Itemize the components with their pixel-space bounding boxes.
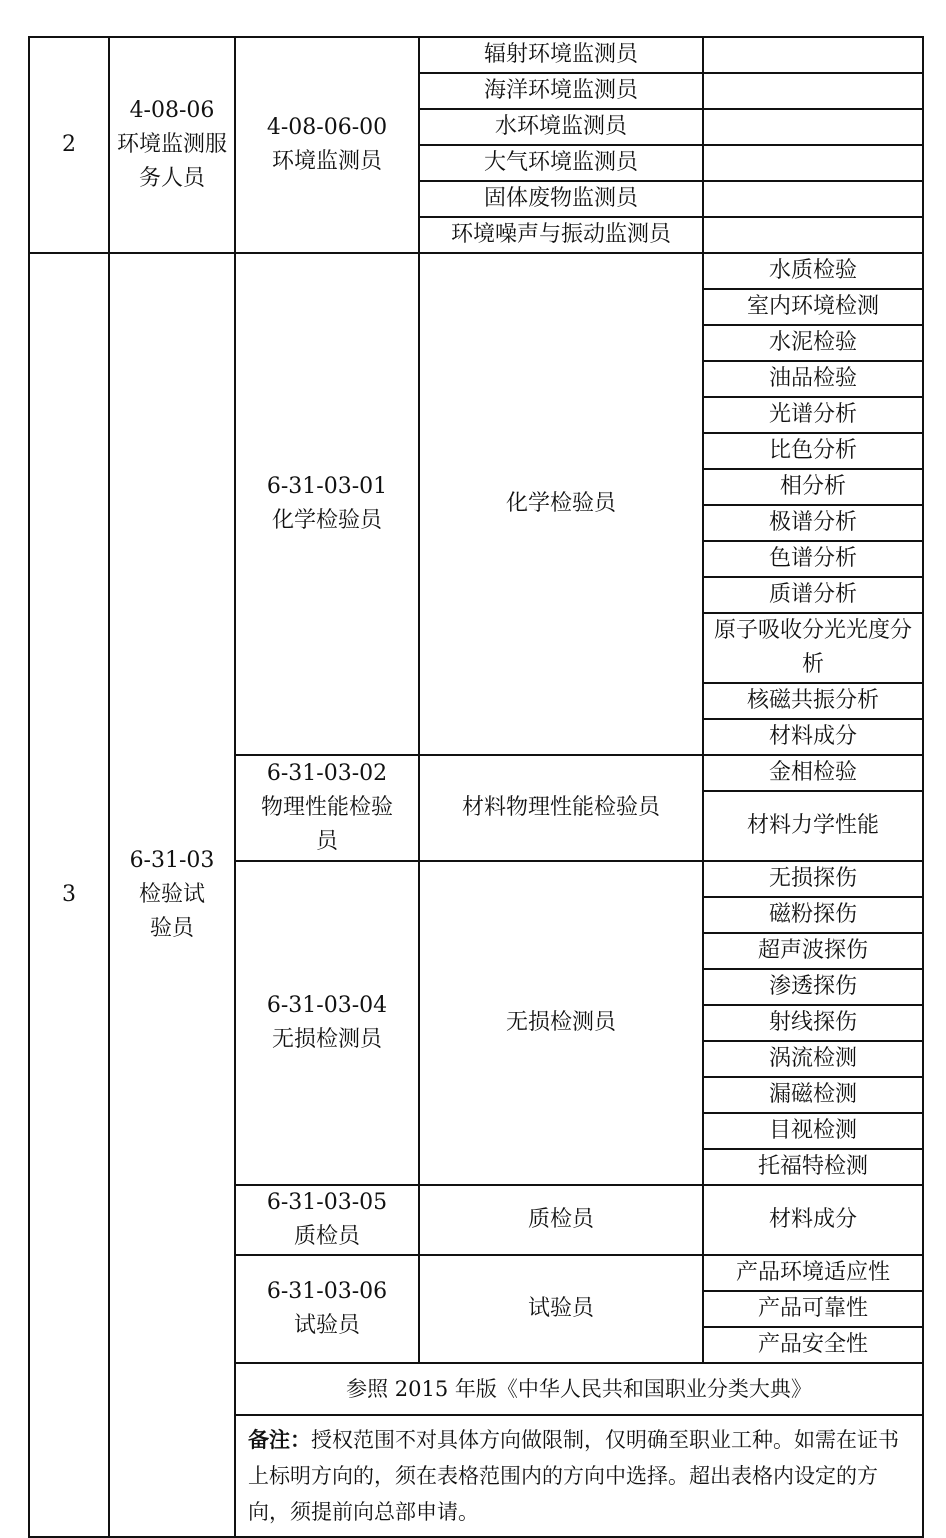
table-row <box>29 37 923 73</box>
direction-cell: 磁粉探伤 <box>703 897 923 933</box>
job-code: 6-31-03-01 <box>266 474 388 499</box>
direction-cell: 超声波探伤 <box>703 933 923 969</box>
direction-cell <box>703 37 923 73</box>
job-code: 6-31-03-04 <box>266 993 388 1018</box>
direction-cell: 色谱分析 <box>703 541 923 577</box>
group-code: 6-31-03 <box>129 848 215 873</box>
job-name: 质检员 <box>293 1224 360 1249</box>
direction-cell: 原子吸收分光光度分析 <box>703 613 923 683</box>
job-name: 化学检验员 <box>271 508 382 533</box>
direction-cell: 产品可靠性 <box>703 1291 923 1327</box>
job-code: 4-08-06-00 <box>266 115 388 140</box>
seq-cell: 3 <box>29 253 109 1537</box>
job-name: 环境监测员 <box>271 149 382 174</box>
type-cell: 水环境监测员 <box>419 109 703 145</box>
type-cell: 质检员 <box>419 1185 703 1255</box>
type-cell: 化学检验员 <box>419 253 703 755</box>
group-code: 4-08-06 <box>129 98 215 123</box>
job-name: 试验员 <box>293 1313 360 1338</box>
note-label: 备注： <box>248 1427 311 1452</box>
direction-cell: 渗透探伤 <box>703 969 923 1005</box>
direction-cell: 材料成分 <box>703 719 923 755</box>
direction-cell: 比色分析 <box>703 433 923 469</box>
type-cell: 试验员 <box>419 1255 703 1363</box>
job-cell <box>235 1255 419 1363</box>
occupation-table-page <box>28 36 924 1538</box>
type-cell: 固体废物监测员 <box>419 181 703 217</box>
job-cell <box>235 253 419 755</box>
group-cell <box>109 37 235 253</box>
job-code: 6-31-03-02 <box>266 761 388 786</box>
direction-cell: 极谱分析 <box>703 505 923 541</box>
direction-cell: 光谱分析 <box>703 397 923 433</box>
direction-cell: 漏磁检测 <box>703 1077 923 1113</box>
group-cell <box>109 253 235 1537</box>
job-cell <box>235 861 419 1185</box>
direction-cell: 产品环境适应性 <box>703 1255 923 1291</box>
reference-cell: 参照 2015 年版《中华人民共和国职业分类大典》 <box>235 1363 923 1415</box>
job-cell <box>235 755 419 861</box>
job-cell <box>235 1185 419 1255</box>
job-name: 无损检测员 <box>271 1027 382 1052</box>
direction-cell: 室内环境检测 <box>703 289 923 325</box>
direction-cell: 产品安全性 <box>703 1327 923 1363</box>
occupation-table <box>28 36 924 1538</box>
job-name-line1: 物理性能检验 <box>260 795 393 820</box>
group-name-line2: 验员 <box>149 916 194 941</box>
direction-cell: 射线探伤 <box>703 1005 923 1041</box>
direction-cell: 目视检测 <box>703 1113 923 1149</box>
type-cell: 辐射环境监测员 <box>419 37 703 73</box>
direction-cell <box>703 73 923 109</box>
direction-cell: 材料成分 <box>703 1185 923 1255</box>
direction-cell: 金相检验 <box>703 755 923 791</box>
direction-cell: 水质检验 <box>703 253 923 289</box>
direction-cell: 无损探伤 <box>703 861 923 897</box>
type-cell: 无损检测员 <box>419 861 703 1185</box>
direction-cell: 油品检验 <box>703 361 923 397</box>
note-cell <box>235 1415 923 1537</box>
direction-cell <box>703 145 923 181</box>
direction-cell <box>703 181 923 217</box>
direction-cell <box>703 109 923 145</box>
job-code: 6-31-03-05 <box>266 1190 388 1215</box>
type-cell: 材料物理性能检验员 <box>419 755 703 861</box>
direction-cell: 核磁共振分析 <box>703 683 923 719</box>
direction-cell: 材料力学性能 <box>703 791 923 861</box>
direction-cell: 水泥检验 <box>703 325 923 361</box>
job-code: 6-31-03-06 <box>266 1279 388 1304</box>
group-name-line1: 检验试 <box>138 882 205 907</box>
job-cell <box>235 37 419 253</box>
note-text: 授权范围不对具体方向做限制，仅明确至职业工种。如需在证书上标明方向的，须在表格范围内的方向中选择。超出表格内设定的方向，须提前向总部申请。 <box>248 1428 899 1524</box>
direction-cell: 涡流检测 <box>703 1041 923 1077</box>
group-name: 环境监测服务人员 <box>116 132 227 191</box>
table-row <box>29 253 923 289</box>
direction-cell <box>703 217 923 253</box>
type-cell: 海洋环境监测员 <box>419 73 703 109</box>
type-cell: 大气环境监测员 <box>419 145 703 181</box>
type-cell: 环境噪声与振动监测员 <box>419 217 703 253</box>
direction-cell: 托福特检测 <box>703 1149 923 1185</box>
seq-cell: 2 <box>29 37 109 253</box>
direction-cell: 相分析 <box>703 469 923 505</box>
job-name-line2: 员 <box>315 829 338 854</box>
direction-cell: 质谱分析 <box>703 577 923 613</box>
